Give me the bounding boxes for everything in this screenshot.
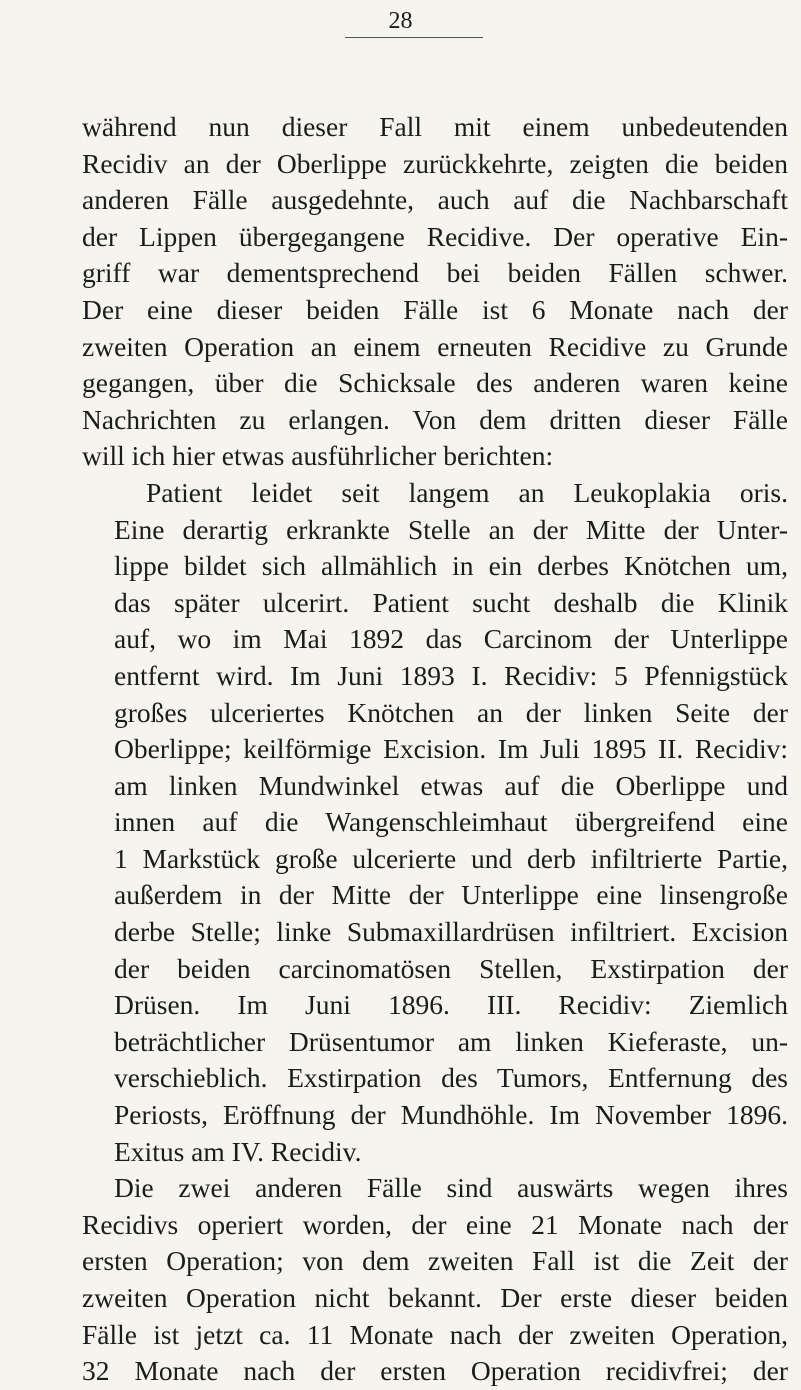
text-line: 32 Monate nach der ersten Operation recidivfrei; der	[82, 1355, 788, 1387]
text-line: großes ulceriertes Knötchen an der linken Seite der	[114, 696, 788, 728]
text-line: entfernt wird. Im Juni 1893 I. Recidiv: 5 Pfennigstück	[114, 659, 788, 691]
text-line: Oberlippe; keilförmige Excision. Im Juli 1895 II. Recidiv:	[114, 733, 788, 765]
text-line: Der eine dieser beiden Fälle ist 6 Monate nach der	[82, 293, 788, 325]
text-line: derbe Stelle; linke Submaxillardrüsen infiltriert. Excision	[114, 916, 788, 948]
text-line: Recidiv an der Oberlippe zurückkehrte, zeigten die beiden	[82, 147, 788, 179]
text-line: der Lippen übergegangene Recidive. Der operative Ein-	[82, 220, 788, 252]
text-line: Drüsen. Im Juni 1896. III. Recidiv: Ziemlich	[114, 989, 788, 1021]
text-line: verschieblich. Exstirpation des Tumors, Entfernung des	[114, 1062, 788, 1094]
text-line: auf, wo im Mai 1892 das Carcinom der Unterlippe	[114, 623, 788, 655]
text-line: Nachrichten zu erlangen. Von dem dritten dieser Fälle	[82, 403, 788, 435]
text-line: innen auf die Wangenschleimhaut übergreifend eine	[114, 806, 788, 838]
text-line: lippe bildet sich allmählich in ein derbes Knötchen um,	[114, 550, 788, 582]
text-line: Die zwei anderen Fälle sind auswärts wegen ihres	[114, 1172, 788, 1204]
text-line: griff war dementsprechend bei beiden Fällen schwer.	[82, 257, 788, 289]
text-line: beträchtlicher Drüsentumor am linken Kieferaste, un-	[114, 1025, 788, 1057]
text-line: will ich hier etwas ausführlicher berichten:	[82, 440, 554, 472]
text-line: Fälle ist jetzt ca. 11 Monate nach der zweiten Operation,	[82, 1318, 788, 1350]
text-line: zweiten Operation nicht bekannt. Der erste dieser beiden	[82, 1282, 788, 1313]
text-line: am linken Mundwinkel etwas auf die Oberlippe und	[114, 769, 788, 801]
page-number: 28	[388, 8, 413, 34]
text-line: Patient leidet seit langem an Leukoplakia oris.	[146, 476, 788, 508]
text-line: Recidivs operiert worden, der eine 21 Monate nach der	[82, 1208, 788, 1240]
text-line: anderen Fälle ausgedehnte, auch auf die Nachbarschaft	[82, 184, 788, 216]
text-line: Exitus am IV. Recidiv.	[114, 1135, 362, 1167]
text-line: während nun dieser Fall mit einem unbedeutenden	[82, 111, 788, 142]
page-number-rule	[345, 37, 483, 38]
text-line: der beiden carcinomatösen Stellen, Exstirpation der	[114, 952, 788, 984]
text-line: das später ulcerirt. Patient sucht deshalb die Klinik	[114, 586, 788, 618]
text-line: außerdem in der Mitte der Unterlippe eine linsengroße	[114, 879, 788, 911]
text-line: ersten Operation; von dem zweiten Fall ist die Zeit der	[82, 1245, 788, 1277]
text-line: Periosts, Eröffnung der Mundhöhle. Im November 1896.	[114, 1099, 788, 1131]
body-text	[82, 109, 788, 1390]
text-line: 1 Markstück große ulcerierte und derb infiltrierte Partie,	[114, 842, 788, 874]
text-line: gegangen, über die Schicksale des anderen waren keine	[82, 367, 788, 399]
text-line: Eine derartig erkrankte Stelle an der Mitte der Unter-	[114, 513, 788, 545]
text-line: zweiten Operation an einem erneuten Recidive zu Grunde	[82, 330, 788, 362]
